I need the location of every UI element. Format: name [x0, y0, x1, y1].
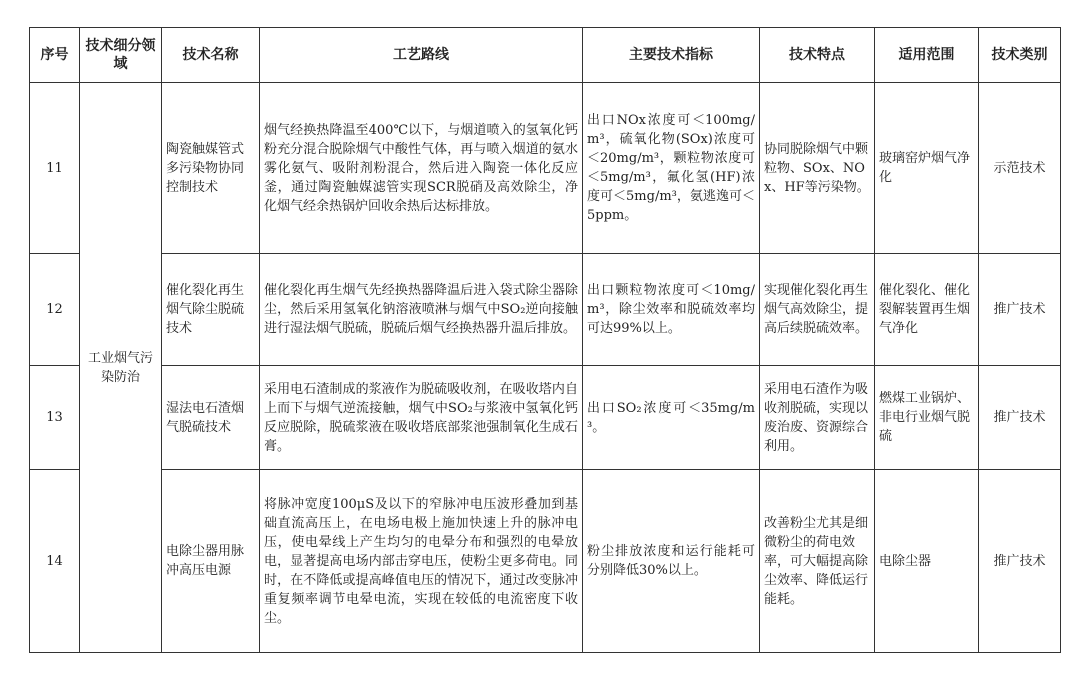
row-scope: 玻璃窑炉烟气净化	[875, 83, 979, 254]
header-category: 技术类别	[979, 28, 1061, 83]
header-process-route: 工艺路线	[260, 28, 583, 83]
row-serial: 11	[30, 83, 80, 254]
row-scope: 电除尘器	[875, 470, 979, 653]
row-category: 示范技术	[979, 83, 1061, 254]
technology-table	[29, 27, 1061, 653]
row-features: 采用电石渣作为吸收剂脱硫，实现以废治废、资源综合利用。	[760, 366, 875, 470]
header-serial: 序号	[30, 28, 80, 83]
table-row	[30, 366, 1061, 470]
row-features: 协同脱除烟气中颗粒物、SOx、NOx、HF等污染物。	[760, 83, 875, 254]
row-tech-name: 湿法电石渣烟气脱硫技术	[162, 366, 260, 470]
domain-cell: 工业烟气污染防治	[80, 83, 162, 653]
table-row	[30, 254, 1061, 366]
row-indicators: 出口SO₂浓度可＜35mg/m³。	[583, 366, 760, 470]
table-row	[30, 83, 1061, 254]
row-features: 实现催化裂化再生烟气高效除尘，提高后续脱硫效率。	[760, 254, 875, 366]
row-scope: 催化裂化、催化裂解装置再生烟气净化	[875, 254, 979, 366]
row-serial: 12	[30, 254, 80, 366]
row-tech-name: 电除尘器用脉冲高压电源	[162, 470, 260, 653]
row-serial: 14	[30, 470, 80, 653]
row-process-route: 将脉冲宽度100μS及以下的窄脉冲电压波形叠加到基础直流高压上，在电场电极上施加快速上升的脉冲电压，使电晕线上产生均匀的电晕分布和强烈的电晕放电，显著提高电场内部击穿电压，使粉尘更多荷电。同时，在不降低或提高峰值电压的情况下，通过改变脉冲重复频率调节电晕电流，实现在较低的电流密度下收尘。	[260, 470, 583, 653]
row-indicators: 出口NOx浓度可＜100mg/m³，硫氧化物(SOx)浓度可＜20mg/m³，颗粒物浓度可＜5mg/m³，氟化氢(HF)浓度可＜5mg/m³，氨逃逸可＜5ppm。	[583, 83, 760, 254]
row-category: 推广技术	[979, 366, 1061, 470]
row-serial: 13	[30, 366, 80, 470]
row-process-route: 采用电石渣制成的浆液作为脱硫吸收剂，在吸收塔内自上而下与烟气逆流接触，烟气中SO₂与浆液中氢氧化钙反应脱除，脱硫浆液在吸收塔底部浆池强制氧化生成石膏。	[260, 366, 583, 470]
header-domain: 技术细分领域	[80, 28, 162, 83]
row-features: 改善粉尘尤其是细微粉尘的荷电效率，可大幅提高除尘效率、降低运行能耗。	[760, 470, 875, 653]
row-tech-name: 陶瓷触媒管式多污染物协同控制技术	[162, 83, 260, 254]
header-scope: 适用范围	[875, 28, 979, 83]
row-indicators: 粉尘排放浓度和运行能耗可分别降低30%以上。	[583, 470, 760, 653]
row-scope: 燃煤工业锅炉、非电行业烟气脱硫	[875, 366, 979, 470]
row-tech-name: 催化裂化再生烟气除尘脱硫技术	[162, 254, 260, 366]
row-indicators: 出口颗粒物浓度可＜10mg/m³，除尘效率和脱硫效率均可达99%以上。	[583, 254, 760, 366]
header-tech-name: 技术名称	[162, 28, 260, 83]
row-category: 推广技术	[979, 470, 1061, 653]
table-row	[30, 470, 1061, 653]
header-features: 技术特点	[760, 28, 875, 83]
header-row	[30, 28, 1061, 83]
row-process-route: 催化裂化再生烟气先经换热器降温后进入袋式除尘器除尘，然后采用氢氧化钠溶液喷淋与烟气中SO₂逆向接触进行湿法烟气脱硫，脱硫后烟气经换热器升温后排放。	[260, 254, 583, 366]
row-process-route: 烟气经换热降温至400℃以下，与烟道喷入的氢氧化钙粉充分混合脱除烟气中酸性气体，再与喷入烟道的氨水雾化氨气、吸附剂粉混合，然后进入陶瓷一体化反应釜，通过陶瓷触媒滤管实现SCR脱硝及高效除尘，净化烟气经余热锅炉回收余热后达标排放。	[260, 83, 583, 254]
row-category: 推广技术	[979, 254, 1061, 366]
header-indicators: 主要技术指标	[583, 28, 760, 83]
